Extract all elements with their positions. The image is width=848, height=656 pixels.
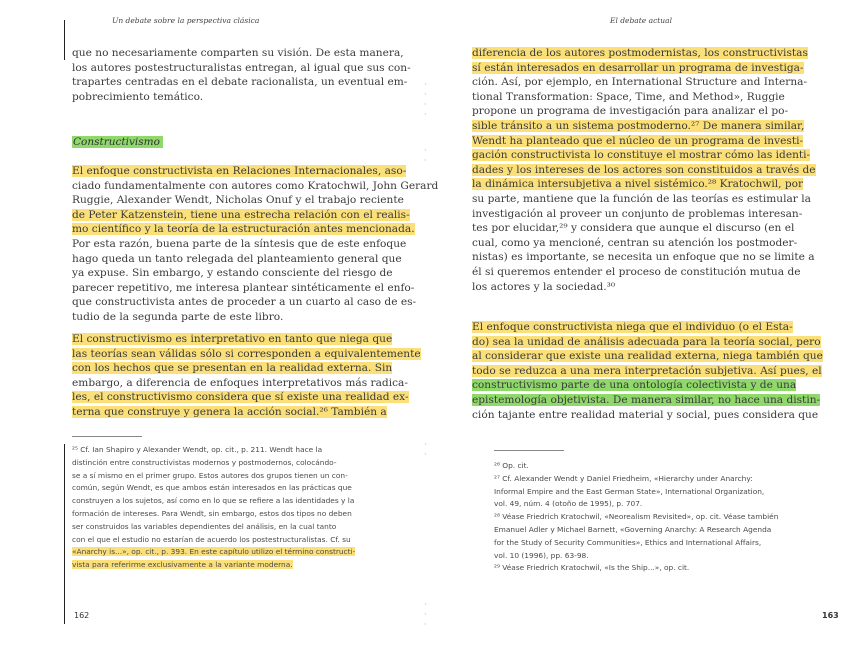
- highlight: sí están interesados en desarrollar un programa de investiga-: [472, 61, 804, 74]
- gutter-marks: · ·: [424, 146, 427, 165]
- footnote-line: ²⁵ Cf. Ian Shapiro y Alexander Wendt, op. cit., p. 211. Wendt hace la: [72, 445, 323, 454]
- margin-rule: [64, 444, 65, 624]
- footnote-line: se a sí mismo en el primer grupo. Estos autores dos grupos tienen un con-: [72, 470, 348, 480]
- highlight: vista para referirme exclusivamente a la variante moderna.: [72, 560, 293, 570]
- text-line: [72, 405, 387, 420]
- text-line: cual, como ya mencioné, centran su atención los postmoder-: [472, 236, 798, 249]
- footnote-line: común, según Wendt, es que ambos están interesados en las prácticas que: [72, 483, 352, 493]
- text-line: hago queda un tanto relegada del planteamiento general que: [72, 252, 402, 265]
- highlight: diferencia de los autores postmodernistas, los constructivistas: [472, 47, 808, 59]
- highlight: al considerar que existe una realidad externa, niega también que: [472, 350, 823, 363]
- text-line: ciado fundamentalmente con autores como Kratochwil, John Gerard: [72, 179, 439, 192]
- text-line: él si queremos entender el proceso de constitución mutua de: [472, 265, 801, 278]
- section-heading: Constructivismo: [72, 136, 163, 148]
- gutter-marks: · · ·: [424, 600, 427, 629]
- running-head: El debate actual: [610, 16, 672, 25]
- text-line: [472, 378, 798, 393]
- text-line: investigación al proveer un conjunto de problemas interesan-: [472, 207, 803, 220]
- footnote-line: ²⁷ Cf. Alexander Wendt y Daniel Friedheim, «Hierarchy under Anarchy:: [494, 473, 753, 483]
- highlight: gación constructivista lo constituye el mostrar cómo las identi-: [472, 149, 811, 162]
- footnote-line: Emanuel Adler y Michael Barnett, «Governing Anarchy: A Research Agenda: [494, 524, 772, 534]
- text-line: que no necesariamente comparten su visión. De esta manera,: [72, 47, 404, 59]
- text-line: [472, 349, 823, 364]
- text-line: [472, 364, 822, 379]
- page-number: 163: [822, 611, 839, 620]
- footnote-text: «Anarchy is...», op. cit., p. 393. En este capítulo utilizo el término constructi-: [72, 547, 356, 557]
- text-line: [472, 393, 821, 408]
- text-line: Ruggie, Alexander Wendt, Nicholas Onuf y el trabajo reciente: [72, 194, 404, 207]
- text-line: su parte, mantiene que la función de las teorías es estimular la: [472, 192, 811, 205]
- gutter-marks: · · · ·: [424, 80, 427, 119]
- text-line: Por esta razón, buena parte de la síntesis que de este enfoque: [72, 237, 407, 250]
- text-line: [472, 177, 804, 192]
- text-line: [472, 335, 821, 350]
- text-line: ción tajante entre realidad material y social, pues considera que: [472, 408, 819, 421]
- footnote-line: formación de intereses. Para Wendt, sin embargo, estos dos tipos no deben: [72, 508, 352, 518]
- text-line: ción. Así, por ejemplo, en International Structure and Interna-: [472, 76, 808, 89]
- footnote-line: construyen a los sujetos, así como en lo que se refiere a las identidades y la: [72, 496, 355, 506]
- text-line: [72, 361, 393, 376]
- text-line: [472, 119, 805, 134]
- text-line: [72, 222, 415, 237]
- text-line: embargo, a diferencia de enfoques interpretativos más radica-: [72, 376, 408, 389]
- highlight: con los hechos que se presentan en la realidad externa. Sin: [72, 362, 393, 375]
- text-line: parecer repetitivo, me interesa plantear sintéticamente el enfo-: [72, 281, 415, 294]
- highlight: dades y los intereses de los actores son constituidos a través de: [472, 163, 816, 176]
- footnote-rule: [494, 450, 564, 451]
- text-line: tudio de la segunda parte de este libro.: [72, 310, 284, 323]
- text-line: nistas) es importante, se necesita un enfoque que no se limite a: [472, 251, 815, 264]
- text-line: [72, 164, 407, 179]
- footnote-rule: [72, 436, 142, 437]
- highlight: El constructivismo es interpretativo en tanto que niega que: [72, 333, 393, 345]
- footnote-line: distinción entre constructivistas modernos y postmodernos, colocándo-: [72, 457, 337, 467]
- text-line: propone un programa de investigación para analizar el po-: [472, 105, 789, 118]
- text-line: tional Transformation: Space, Time, and Method», Ruggie: [472, 90, 785, 103]
- text-line: [472, 134, 804, 149]
- paragraph: [72, 164, 439, 325]
- text-line: que constructivista antes de proceder a un cuarto al caso de es-: [72, 296, 417, 309]
- footnote-line: con el que el estudio no estarían de acuerdo los postestructuralistas. Cf. su: [72, 534, 351, 544]
- highlight: Wendt ha planteado que el núcleo de un programa de investi-: [472, 134, 804, 147]
- page-number: 162: [74, 611, 90, 620]
- text-line: los autores postestructuralistas entregan, al igual que sus con-: [72, 61, 411, 74]
- text-line: [72, 332, 393, 347]
- footnotes: [72, 444, 355, 572]
- text-line: trapartes centradas en el debate racionalista, un eventual em-: [72, 76, 408, 89]
- highlight: sible tránsito a un sistema postmoderno.²⁷ De manera similar,: [472, 119, 805, 132]
- highlight: la dinámica intersubjetiva a nivel sistémico.²⁸ Kratochwil, por: [472, 178, 804, 191]
- footnote-line: ²⁶ Op. cit.: [494, 461, 529, 470]
- paragraph: [72, 46, 411, 104]
- footnote-line: for the Study of Security Communities», Ethics and International Affairs,: [494, 537, 762, 547]
- paragraph: [472, 46, 816, 294]
- highlight: El enfoque constructivista en Relaciones Internacionales, aso-: [72, 165, 407, 177]
- right-page: [424, 0, 848, 656]
- text-line: los actores y la sociedad.³⁰: [472, 280, 616, 293]
- text-line: [72, 208, 410, 223]
- highlight: de Peter Katzenstein, tiene una estrecha relación con el realis-: [72, 208, 410, 221]
- text-line: [472, 163, 816, 178]
- footnote-line: [72, 546, 355, 559]
- footnote-line: [72, 559, 355, 572]
- text-line: [72, 390, 409, 405]
- footnote-line: vol. 10 (1996), pp. 63-98.: [494, 550, 589, 560]
- footnote-line: ²⁹ Véase Friedrich Kratochwil, «Is the Ship...», op. cit.: [494, 563, 690, 573]
- margin-rule: [64, 20, 65, 60]
- paragraph: [72, 332, 421, 420]
- highlight: las teorías sean válidas sólo si corresponden a equivalentemente: [72, 347, 421, 360]
- footnote-line: vol. 49, núm. 4 (otoño de 1995), p. 707.: [494, 499, 643, 509]
- footnote-line: ²⁸ Véase Friedrich Kratochwil, «Neorealism Revisited», op. cit. Véase también: [494, 512, 779, 522]
- text-line: [472, 61, 804, 76]
- footnotes: [494, 460, 778, 575]
- running-head: Un debate sobre la perspectiva clásica: [112, 16, 260, 25]
- highlight-green: constructivismo parte de una ontología colectivista y de una: [472, 379, 797, 392]
- highlight: El enfoque constructivista niega que el individuo (o el Esta-: [472, 321, 793, 333]
- text-line: [472, 148, 811, 163]
- footnote-line: ser construidos las variables dependientes del análisis, en la cual tanto: [72, 521, 337, 531]
- highlight: terna que construye y genera la acción social.²⁶ También a: [72, 405, 387, 418]
- gutter-marks: · ·: [424, 440, 427, 459]
- text-line: tes por elucidar,²⁹ y considera que aunque el discurso (en el: [472, 222, 795, 235]
- paragraph: [472, 320, 823, 422]
- text-line: ya expuse. Sin embargo, y estando consciente del riesgo de: [72, 267, 393, 280]
- text-line: [472, 46, 808, 61]
- text-line: [72, 347, 421, 362]
- footnote-line: Informal Empire and the East German State», International Organization,: [494, 486, 765, 496]
- text-line: pobrecimiento temático.: [72, 90, 204, 103]
- highlight: les, el constructivismo considera que sí existe una realidad ex-: [72, 391, 409, 404]
- text-line: [472, 320, 798, 335]
- highlight: mo científico y la teoría de la estructuración antes mencionada.: [72, 223, 415, 236]
- highlight-green: epistemología objetivista. De manera similar, no hace una distin-: [472, 393, 821, 406]
- highlight: do) sea la unidad de análisis adecuada para la teoría social, pero: [472, 335, 821, 348]
- highlight: todo se reduzca a una mera interpretación subjetiva. Así pues, el: [472, 364, 822, 377]
